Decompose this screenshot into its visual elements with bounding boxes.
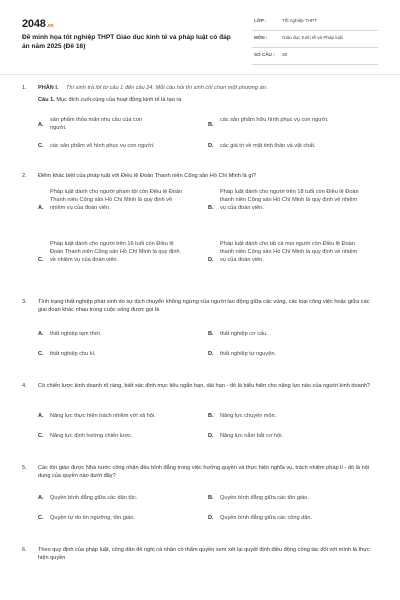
question-1-options: A. sản phẩm thỏa mãn nhu cầu của con người. B. các sản phẩm hữu hình phục vụ con người. C. các sản phẩm vô hình phục vụ con người. D. các giá trị về mặt tinh thần và vật chất. [38, 117, 329, 149]
meta-row-count: SỐ CÂU : 28 [252, 48, 378, 65]
meta-row-class: LỚP : Tốt nghiệp THPT [252, 14, 378, 31]
question-3: 3. Tình trạng thất nghiệp phát sinh do sự dịch chuyển không ngừng của người lao động giữa các vùng, các loại công việc hoặc giữa các giai đoạn khác nhau trong cuộc sống được gọi là [22, 299, 370, 314]
question-5-options: A. Quyền bình đẳng giữa các dân tộc. B. Quyền bình đẳng giữa các tôn giáo. C. Quyền tự do tín ngưỡng, tôn giáo. D. Quyền bình đẳng giữa các công dân. [38, 495, 313, 521]
question-4: 4. Có chiến lược kinh doanh rõ ràng, biết xác định mục tiêu ngắn hạn, dài hạn - đó là biểu hiện cho năng lực nào của người kinh doanh? [22, 383, 371, 389]
document-title: Đề minh họa tốt nghiệp THPT Giáo dục kinh tế và pháp luật có đáp án năm 2025 (Đề 16) [22, 34, 231, 50]
part-one: 1. PHẦN I. Thí sinh trả lời từ câu 1 đến câu 24. Mỗi câu hỏi thí sinh chỉ chọn một phương án. Câu 1. Mục đích cuối cùng của hoạt động kinh tế là tạo ra [22, 85, 268, 103]
question-1-text: Câu 1. Mục đích cuối cùng của hoạt động kinh tế là tạo ra [38, 97, 182, 103]
question-3-options: A. thất nghiệp tạm thời. B. thất nghiệp cơ cấu. C. thất nghiệp chu kì. D. thất nghiệp tự nguyện. [38, 331, 276, 357]
site-logo[interactable]: 2048.vn [22, 18, 54, 30]
question-2-options: A. Pháp luật dành cho người phạm tội còn Điều lệ Đoàn Thanh niên Cộng sản Hồ Chí Minh là quy định về nhiệm vụ của đoàn viên. B. Pháp luật dành cho người trên 18 tuổi còn Điều lệ Đoàn thanh niên Cộng sản Hồ Chí Minh là quy định về nhiệm vụ của đoàn viên. C. Pháp luật dành cho người trên 16 tuổi còn Điều lệ Đoàn Thanh niên Cộng sản Hồ Chí Minh là quy định về nhiệm vụ của đoàn viên. D. Pháp luật dành cho tất cả mọi người còn Điều lệ Đoàn thanh niên Cộng sản Hồ Chí Minh là quy định về nhiệm vụ của đoàn viên. [38, 189, 359, 264]
question-4-options: A. Năng lực thực hiện trách nhiệm với xã hội. B. Năng lực chuyên môn. C. Năng lực định hướng chiến lược. D. Năng lực nắm bắt cơ hội. [38, 413, 284, 439]
meta-table [252, 14, 378, 65]
meta-row-subject: MÔN : Giáo dục Kinh tế và Pháp luật [252, 31, 378, 48]
questions-content [22, 84, 378, 568]
header [22, 14, 378, 68]
question-5: 5. Các tôn giáo được Nhà nước công nhận đều bình đẳng trong việc hưởng quyền và thực hiện nghĩa vụ, trách nhiệm pháp lí - đó là nội dung của quyền nào dưới đây? [22, 465, 370, 480]
question-2: 2. Điểm khác biệt của pháp luật với Điều lệ Đoàn Thanh niên Cộng sản Hồ Chí Minh là gì? [22, 173, 257, 179]
header-divider [0, 74, 400, 75]
question-6: 6. Theo quy định của pháp luật, công dân đề nghị cá nhân có thẩm quyền xem xét lại quyết định điều động công tác đối với mình là thực hiện quyền [22, 547, 370, 562]
